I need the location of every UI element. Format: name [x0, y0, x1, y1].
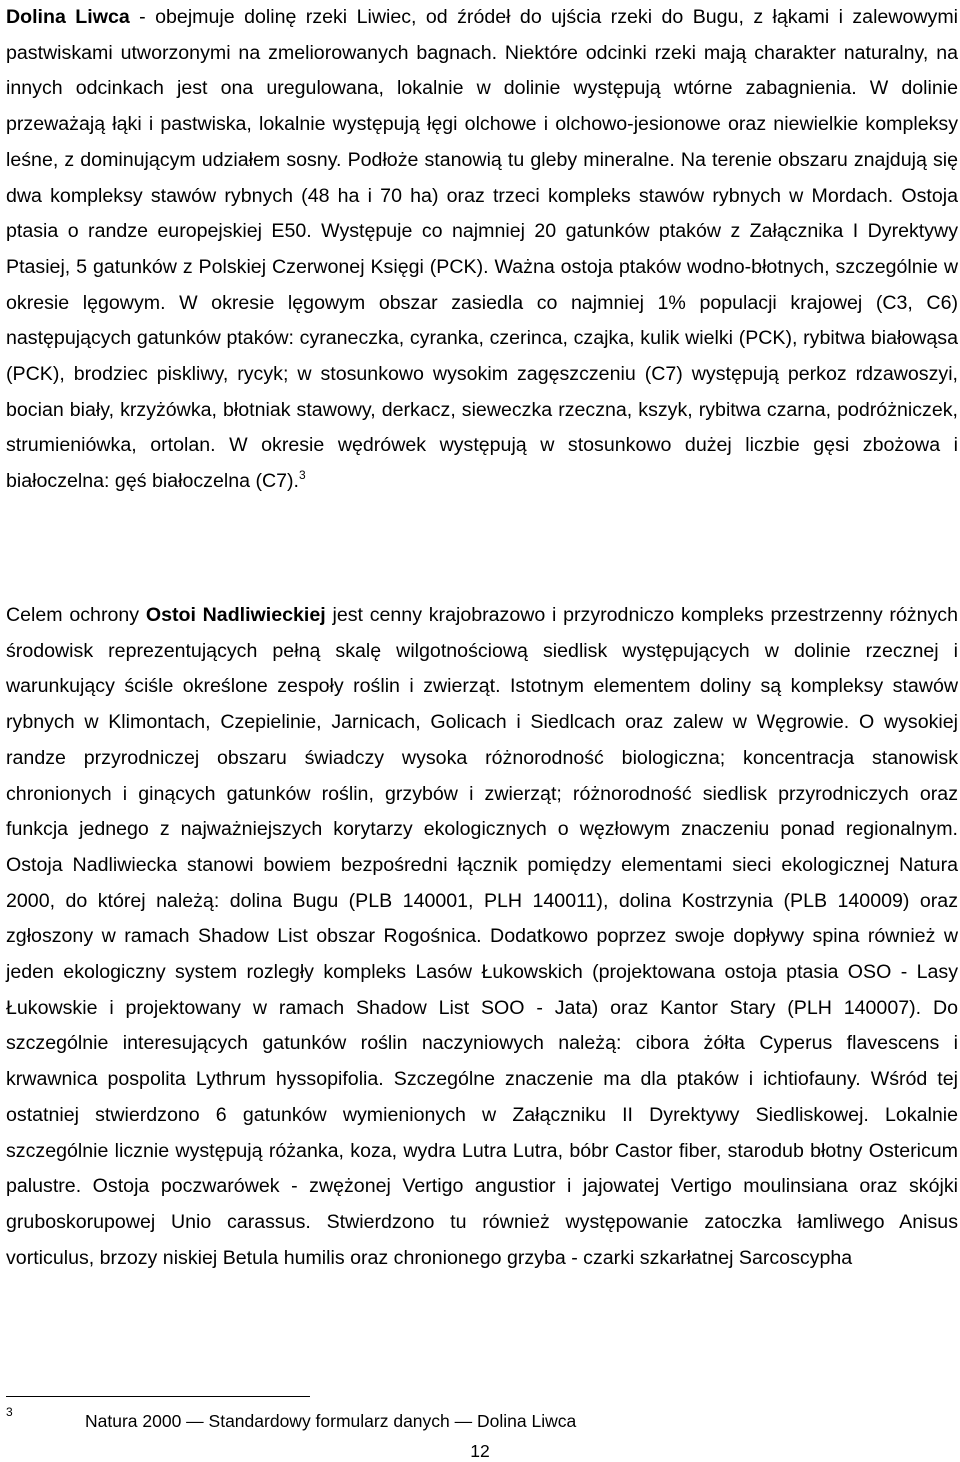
paragraph-body-start: Celem ochrony [6, 604, 146, 626]
footnote-mark: 3 [6, 1405, 13, 1419]
paragraph-body: - obejmuje dolinę rzeki Liwiec, od źródeł do ujścia rzeki do Bugu, z łąkami i zalewowymi pastwiskami utworzonymi na zmeliorowanych bagnach. Niektóre odcinki rzeki mają charakter naturalny, na innych odcinkach jest ona uregulowana, lokalnie w dolinie występują wtórne zabagnienia. W dolinie przeważają łąki i pastwiska, lokalnie występują łęgi olchowe i olchowo-jesionowe oraz niewielkie kompleksy leśne, z dominującym udziałem sosny. Podłoże stanowią tu gleby mineralne. Na terenie obszaru znajdują się dwa kompleksy stawów rybnych (48 ha i 70 ha) oraz trzeci kompleks stawów rybnych w Mordach. Ostoja ptasia o randze europejskiej E50. Występuje co najmniej 20 gatunków ptaków z Załącznika I Dyrektywy Ptasiej, 5 gatunków z Polskiej Czerwonej Księgi (PCK). Ważna ostoja ptaków wodno-błotnych, szczególnie w okresie lęgowym. W okresie lęgowym obszar zasiedla co najmniej 1% populacji krajowej (C3, C6) następujących gatunków ptaków: cyraneczka, cyranka, czerinca, czajka, kulik wielki (PCK), rybitwa białowąsa (PCK), brodziec piskliwy, rycyk; w stosunkowo wysokim zagęszczeniu (C7) występują perkoz rdzawoszyi, bocian biały, krzyżówka, błotniak stawowy, derkacz, sieweczka rzeczna, kszyk, rybitwa czarna, podróżniczek, strumieniówka, ortolan. W okresie wędrówek występują w stosunkowo dużej liczbie gęsi zbożowa i białoczelna: gęś białoczelna (C7). [6, 6, 958, 493]
footnote-text: Natura 2000 — Standardowy formularz danych — Dolina Liwca [85, 1411, 577, 1431]
paragraph-dolina-liwca [6, 0, 958, 500]
footnote-reference[interactable]: 3 [298, 467, 306, 482]
paragraph-bold-name: Ostoi Nadliwieckiej [145, 604, 326, 626]
paragraph-body-rest: jest cenny krajobrazowo i przyrodniczo kompleks przestrzenny różnych środowisk reprezentujących pełną skalę wilgotnościową siedlisk występujących w dolinie rzecznej i warunkujący ściśle określone zespoły roślin i zwierząt. Istotnym elementem doliny są kompleksy stawów rybnych w Klimontach, Czepielinie, Jarnicach, Golicach i Siedlcach oraz zalew w Węgrowie. O wysokiej randze przyrodniczej obszaru świadczy wysoka różnorodność biologiczna; koncentracja stanowisk chronionych i ginących gatunków roślin, grzybów i zwierząt; różnorodność siedlisk przyrodniczych oraz funkcja jednego z najważniejszych korytarzy ekologicznych o węzłowym znaczeniu ponad regionalnym. Ostoja Nadliwiecka stanowi bowiem bezpośredni łącznik pomiędzy elementami sieci ekologicznej Natura 2000, do której należą: dolina Bugu (PLB 140001, PLH 140011), dolina Kostrzynia (PLB 140009) oraz zgłoszony w ramach Shadow List obszar Rogośnica. Dodatkowo poprzez swoje dopływy spina również w jeden ekologiczny system rozległy kompleks Lasów Łukowskich (projektowana ostoja ptasia OSO - Lasy Łukowskie i projektowany w ramach Shadow List SOO - Jata) oraz Kantor Stary (PLH 140007). Do szczególnie interesujących gatunków roślin naczyniowych należą: cibora żółta Cyperus flavescens i krwawnica pospolita Lythrum hyssopifolia. Szczególne znaczenie ma dla ptaków i ichtiofauny. Wśród tej ostatniej stwierdzono 6 gatunków wymienionych w Załączniku II Dyrektywy Siedliskowej. Lokalnie szczególnie licznie występują różanka, koza, wydra Lutra Lutra, bóbr Castor fiber, starodub błotny Ostericum palustre. Ostoja poczwarówek - zwężonej Vertigo angustior i jajowatej Vertigo moulinsiana oraz skójki gruboskorupowej Unio carassus. Stwierdzono tu również występowanie zatoczka łamliwego Anisus vorticulus, brzozy niskiej Betula humilis oraz chronionego grzyba - czarki szkarłatnej Sarcoscypha [6, 604, 958, 1269]
paragraph-ostoja-nadliwiecka [6, 598, 958, 1276]
page-number: 12 [470, 1441, 490, 1461]
footnote-separator [6, 1396, 310, 1397]
paragraph-lead-title: Dolina Liwca [6, 6, 130, 28]
